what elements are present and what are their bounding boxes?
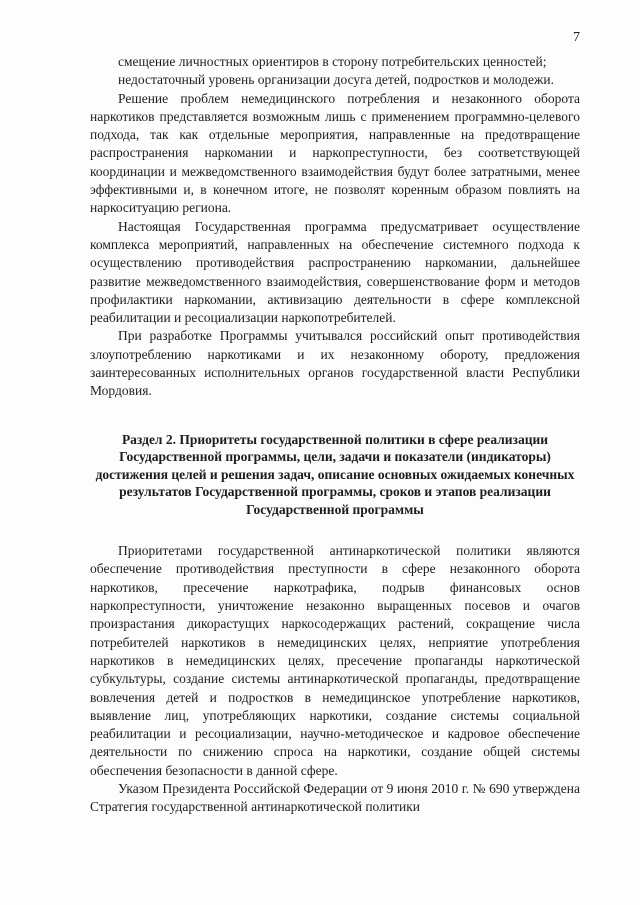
paragraph: недостаточный уровень организации досуга детей, подростков и молодежи. bbox=[118, 72, 554, 88]
section-heading: Раздел 2. Приоритеты государственной политики в сфере реализации Государственной программы, цели, задачи и показатели (индикаторы) достижения целей и решения задач, описание основных ожидаемых конечных результатов Государственной программы, сроков и этапов реализации Государственной программы bbox=[95, 431, 575, 517]
paragraph: При разработке Программы учитывался российский опыт противодействия злоупотреблению наркотиками и их незаконному обороту, предложения заинтересованных исполнительных органов государственной власти Республики Мордовия. bbox=[90, 328, 580, 399]
paragraph: смещение личностных ориентиров в сторону потребительских ценностей; bbox=[118, 54, 547, 69]
paragraph: Настоящая Государственная программа предусматривает осуществление комплекса мероприятий, направленных на обеспечение системного подхода к осуществлению противодействия распространению наркомании, дальнейшее развитие межведомственного взаимодействия, совершенствование форм и методов профилактики наркомании, активизацию деятельности в сфере комплексной реабилитации и ресоциализации наркопотребителей. bbox=[90, 218, 580, 326]
document-body bbox=[90, 53, 580, 817]
paragraph: Указом Президента Российской Федерации от 9 июня 2010 г. № 690 утверждена Стратегия государственной антинаркотической политики bbox=[90, 781, 580, 815]
paragraph: Приоритетами государственной антинаркотической политики являются обеспечение противодействия преступности в сфере незаконного оборота наркотиков, пресечение наркотрафика, подрыв финансовых основ наркопреступности, уничтожение незаконно выращенных посевов и очагов произрастания дикорастущих наркосодержащих растений, сокращение числа потребителей наркотиков в немедицинских целях, неприятие употребления наркотиков в немедицинских целях, пресечение пропаганды наркотической субкультуры, создание системы антинаркотической пропаганды, предотвращение вовлечения детей и подростков в немедицинское употребление наркотиков, выявление лиц, употребляющих наркотики, создание системы социальной реабилитации и ресоциализации, научно-методическое и кадровое обеспечение деятельности по снижению спроса на наркотики, создание общей системы обеспечения безопасности в данной сфере. bbox=[90, 543, 580, 778]
page-number: 7 bbox=[573, 30, 580, 45]
paragraph: Решение проблем немедицинского потребления и незаконного оборота наркотиков представляется возможным лишь с применением программно-целевого подхода, так как отдельные мероприятия, направленные на предотвращение распространения наркомании и наркопреступности, без соответствующей координации и межведомственного взаимодействия будут более затратными, менее эффективными и, в конечном итоге, не позволят коренным образом повлиять на наркоситуацию региона. bbox=[90, 90, 580, 216]
